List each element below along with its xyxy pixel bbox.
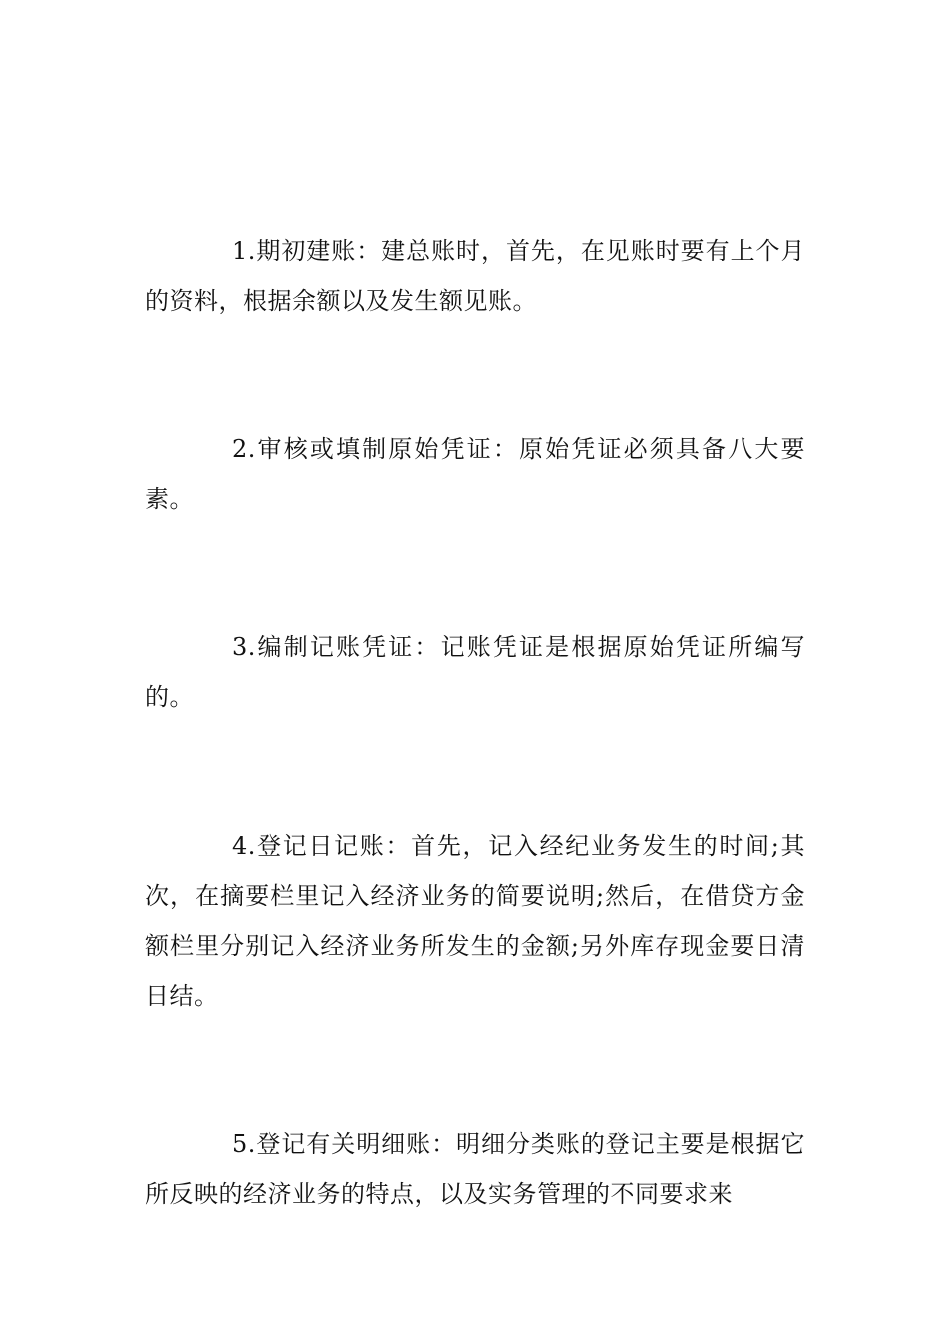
paragraph-step-3: 3.编制记账凭证：记账凭证是根据原始凭证所编写的。 [145, 633, 805, 711]
paragraph-step-4: 4.登记日记账：首先，记入经纪业务发生的时间;其次，在摘要栏里记入经济业务的简要说明;然后，在借贷方金额栏里分别记入经济业务所发生的金额;另外库存现金要日清日结。 [145, 832, 805, 1010]
paragraph-step-5: 5.登记有关明细账：明细分类账的登记主要是根据它所反映的经济业务的特点，以及实务管理的不同要求来 [145, 1130, 805, 1208]
paragraph-step-2: 2.审核或填制原始凭证：原始凭证必须具备八大要素。 [145, 435, 805, 513]
paragraph-step-1: 1.期初建账：建总账时，首先，在见账时要有上个月的资料，根据余额以及发生额见账。 [145, 237, 805, 315]
